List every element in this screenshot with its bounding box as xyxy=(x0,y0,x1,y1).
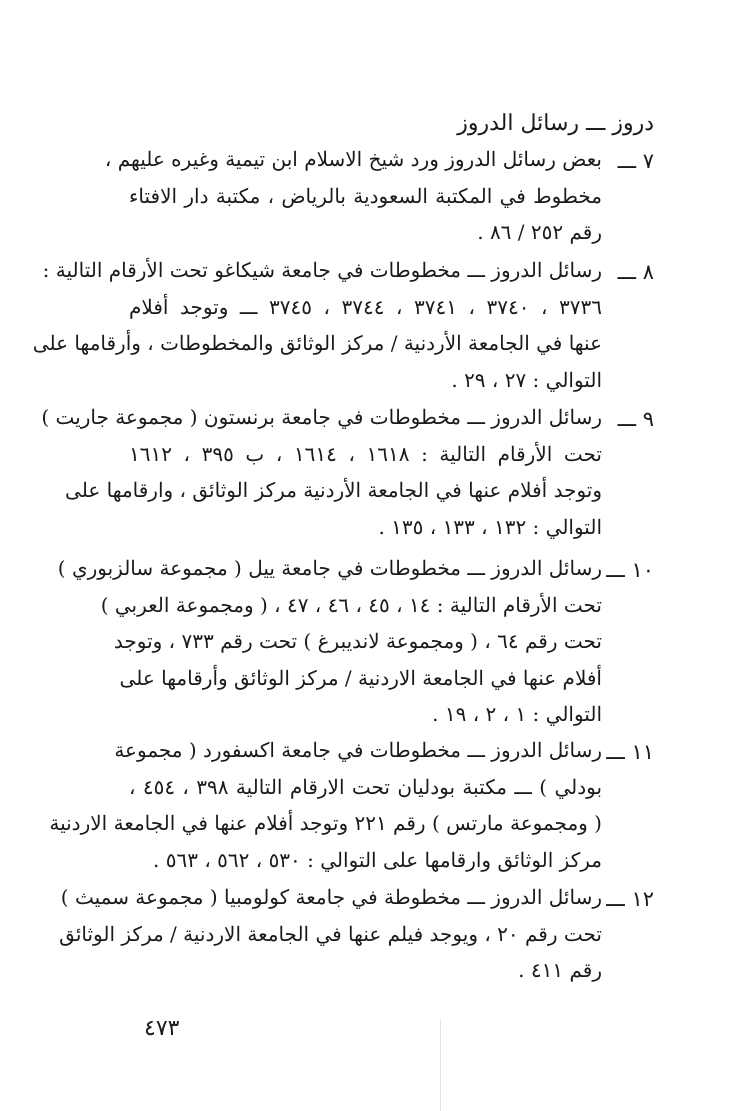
entry-line: رسائل الدروز ـــ مخطوطات في جامعة اكسفورد ( مجموعة xyxy=(114,738,602,762)
entry-line: وتوجد أفلام عنها في الجامعة الأردنية مركز الوثائق ، وارقامها على xyxy=(65,478,602,502)
entry-7 xyxy=(104,141,654,251)
entry-line: بعض رسائل الدروز ورد شيخ الاسلام ابن تيمية وغيره عليهم ، xyxy=(104,147,602,171)
entry-text xyxy=(104,141,602,251)
entry-text xyxy=(59,879,602,989)
entry-line: تحت الأرقام التالية : ١٦١٨ ، ١٦١٤ ، ب ٣٩٥ ، ١٦١٢ xyxy=(129,441,602,466)
page-fold-line xyxy=(440,1020,441,1111)
entry-text xyxy=(41,399,602,545)
entry-number: ٩ ـــ xyxy=(617,407,654,431)
entry-line: تحت رقم ٢٠ ، ويوجد فيلم عنها في الجامعة الاردنية / مركز الوثائق xyxy=(59,921,602,946)
entry-line: التوالي : ١ ، ٢ ، ١٩ . xyxy=(432,702,602,726)
entry-text xyxy=(32,252,603,398)
entry-line: عنها في الجامعة الأردنية / مركز الوثائق والمخطوطات ، وأرقامها على xyxy=(32,331,602,355)
entry-line: أفلام عنها في الجامعة الاردنية / مركز الوثائق وأرقامها على xyxy=(119,665,602,690)
entry-number: ١١ ـــ xyxy=(606,740,654,764)
entry-line: ( ومجموعة مارتس ) رقم ٢٢١ وتوجد أفلام عنها في الجامعة الاردنية xyxy=(49,811,602,835)
entry-line: بودلي ) ـــ مكتبة بودليان تحت الارقام التالية ٣٩٨ ، ٤٥٤ ، xyxy=(129,774,603,799)
entry-9 xyxy=(41,399,654,545)
entry-12 xyxy=(59,879,654,989)
entry-11 xyxy=(49,732,654,878)
entry-line: رسائل الدروز ـــ مخطوطات في جامعة شيكاغو تحت الأرقام التالية : xyxy=(42,258,602,282)
entry-line: التوالي : ٢٧ ، ٢٩ . xyxy=(451,367,602,392)
page-number: ٤٧٣ xyxy=(144,1016,180,1041)
entry-line: تحت الأرقام التالية : ١٤ ، ٤٥ ، ٤٦ ، ٤٧ ، ( ومجموعة العربي ) xyxy=(100,592,602,617)
entry-line: رسائل الدروز ـــ مخطوطات في جامعة ييل ( مجموعة سالزبوري ) xyxy=(57,556,602,580)
entry-10 xyxy=(57,550,654,733)
entry-line: التوالي : ١٣٢ ، ١٣٣ ، ١٣٥ . xyxy=(378,514,602,539)
entry-line: رقم ٤١١ . xyxy=(518,958,602,982)
entry-number: ١٢ ـــ xyxy=(606,887,654,911)
entry-line: ٣٧٣٦ ، ٣٧٤٠ ، ٣٧٤١ ، ٣٧٤٤ ، ٣٧٤٥ ـــ وتوجد أفلام xyxy=(129,294,603,319)
running-header: دروز ـــ رسائل الدروز xyxy=(457,111,654,136)
entry-number: ٧ ـــ xyxy=(617,149,654,173)
entry-line: رقم ٢٥٢ / ٨٦ . xyxy=(477,220,602,244)
entry-line: رسائل الدروز ـــ مخطوطة في جامعة كولومبيا ( مجموعة سميث ) xyxy=(60,885,602,909)
entry-line: رسائل الدروز ـــ مخطوطات في جامعة برنستون ( مجموعة جاريت ) xyxy=(41,405,602,429)
entry-text xyxy=(57,550,602,733)
entry-line: مخطوط في المكتبة السعودية بالرياض ، مكتبة دار الافتاء xyxy=(129,183,602,208)
entry-text xyxy=(49,732,603,878)
entry-number: ١٠ ـــ xyxy=(606,558,654,582)
entry-number: ٨ ـــ xyxy=(617,260,654,284)
entry-8 xyxy=(32,252,654,398)
entry-line: تحت رقم ٦٤ ، ( ومجموعة لانديبرغ ) تحت رقم ٧٣٣ ، وتوجد xyxy=(113,629,602,653)
entry-line: مركز الوثائق وارقامها على التوالي : ٥٣٠ ، ٥٦٢ ، ٥٦٣ . xyxy=(153,847,602,872)
